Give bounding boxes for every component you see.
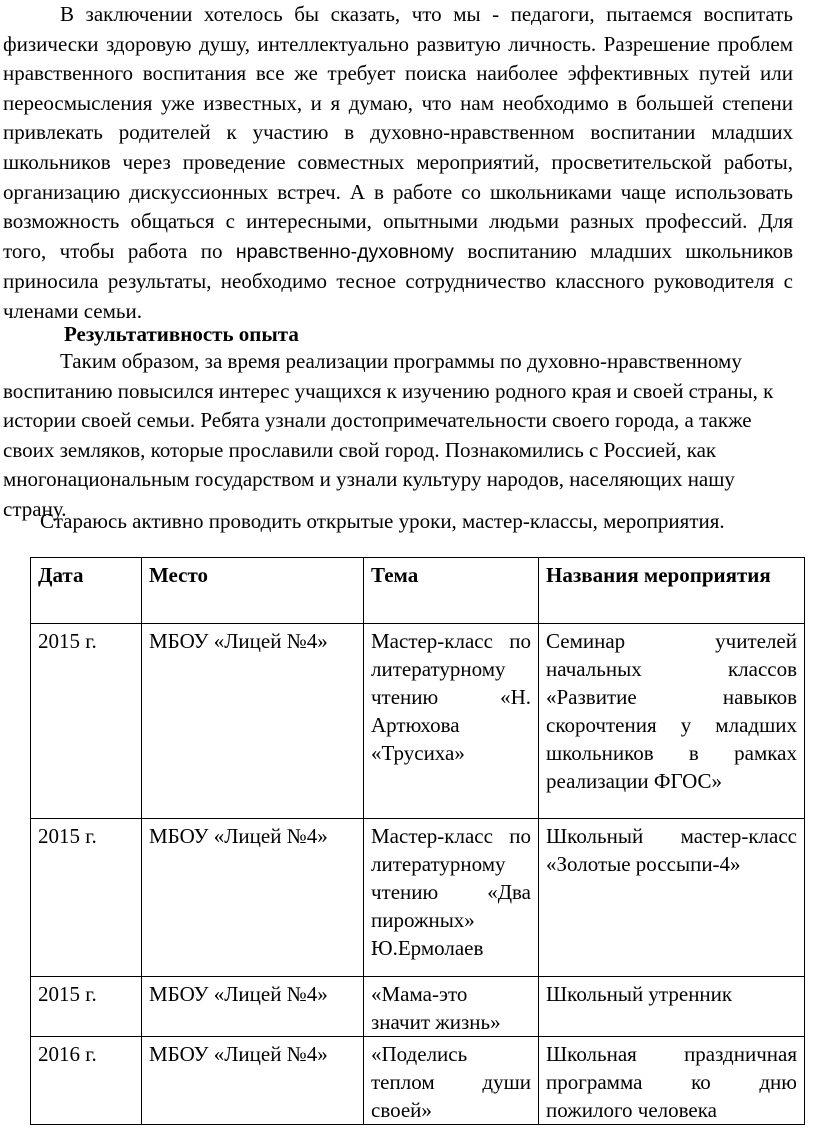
results-heading: Результативность опыта bbox=[64, 322, 299, 346]
conclusion-text-sans-fragment: нравственно-духовному bbox=[235, 240, 454, 263]
header-event-name: Названия мероприятия bbox=[539, 558, 805, 624]
conclusion-text-part3: воспитанию младших школьников приносила результаты, необходимо тесное сотрудничество классного руководителя с членами семьи. bbox=[3, 238, 794, 323]
cell-event-name: Семинар учителей начальных классов «Развитие навыков скорочтения у младших школьников в рамках реализации ФГОС» bbox=[539, 624, 805, 819]
table-header-row bbox=[31, 558, 805, 624]
cell-place: МБОУ «Лицей №4» bbox=[142, 977, 364, 1037]
cell-topic: Мастер-класс по литературному чтению «Два пирожных» Ю.Ермолаев bbox=[364, 819, 539, 977]
header-date: Дата bbox=[31, 558, 142, 624]
cell-date: 2015 г. bbox=[31, 819, 142, 977]
table-row bbox=[31, 1037, 805, 1125]
cell-place: МБОУ «Лицей №4» bbox=[142, 624, 364, 819]
cell-place: МБОУ «Лицей №4» bbox=[142, 1037, 364, 1125]
cell-topic: «Мама-это значит жизнь» bbox=[364, 977, 539, 1037]
conclusion-paragraph bbox=[3, 0, 793, 327]
header-place: Место bbox=[142, 558, 364, 624]
cell-event-name: Школьный утренник bbox=[539, 977, 805, 1037]
results-paragraph: Таким образом, за время реализации программы по духовно-нравственному воспитанию повысился интерес учащихся к изучению родного края и своей страны, к истории своей семьи. Ребята узнали достопримечательности своего города, а также своих земляков, которые прославили свой город. Познакомились с Россией, как многонациональным государством и узнали культуру народов, населяющих нашу страну. bbox=[3, 349, 774, 521]
cell-place: МБОУ «Лицей №4» bbox=[142, 819, 364, 977]
cell-topic: Мастер-класс по литературному чтению «Н. Артюхова «Трусиха» bbox=[364, 624, 539, 819]
cell-date: 2015 г. bbox=[31, 977, 142, 1037]
header-topic: Тема bbox=[364, 558, 539, 624]
cell-event-name: Школьный мастер-класс «Золотые россыпи-4» bbox=[539, 819, 805, 977]
cell-event-name: Школьная праздничная программа ко дню пожилого человека bbox=[539, 1037, 805, 1125]
table-row bbox=[31, 819, 805, 977]
table-row bbox=[31, 624, 805, 819]
cell-date: 2016 г. bbox=[31, 1037, 142, 1125]
table-row bbox=[31, 977, 805, 1037]
events-intro: Стараюсь активно проводить открытые уроки, мастер-классы, мероприятия. bbox=[40, 509, 725, 533]
cell-date: 2015 г. bbox=[31, 624, 142, 819]
events-table bbox=[30, 557, 805, 1125]
conclusion-text-part1: В заключении хотелось бы сказать, что мы - педагоги, пытаемся воспитать физически здоровую душу, интеллектуально развитую личность. Разрешение проблем нравственного воспитания все же требует поиска наиболее эффективных путей или переосмысления уже известных, и я думаю, что нам необходимо в большей степени привлекать родителей к участию в духовно-нравственном воспитании младших школьников через проведение совместных мероприятий, просветительской работы, организацию дискуссионных встреч. А в работе со школьниками чаще использовать возможность общаться с интересными, опытными людьми разных профессий. Для того, чтобы работа по bbox=[3, 2, 793, 263]
cell-topic: «Поделись теплом души своей» bbox=[364, 1037, 539, 1125]
